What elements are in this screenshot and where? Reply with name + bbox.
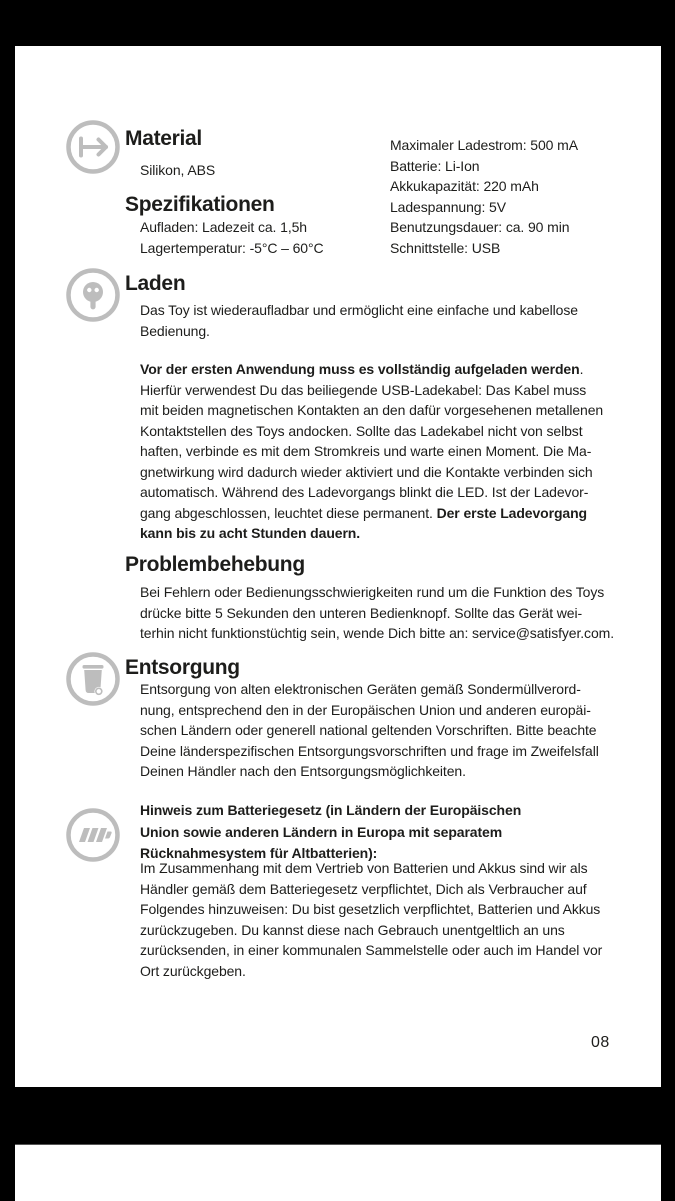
batteriegesetz-text: Im Zusammenhang mit dem Vertrieb von Batterien und Akkus sind wir als Händler gemäß dem Batteriegesetz verpflichtet, Dich als Verbraucher auf Folgendes hinzuweisen: Du bist gesetzlich verpflichtet, Batterien und Akkus zurückzugeben. Du kannst diese nach Gebrauch unentgeltlich an uns zurücksenden, in einer kommunalen Sammelstelle oder auch im Handel vor Ort zurückgeben.: [140, 860, 603, 979]
spezifikationen-heading: Spezifikationen: [125, 193, 275, 216]
entsorgung-text: Entsorgung von alten elektronischen Geräten gemäß Sondermüllverord- nung, entsprechend den in der Europäischen Union und anderen europäi- schen Ländern oder generell national geltenden Vorschriften. Bitte beachte Deine länderspezifischen Entsorgungsvorschriften und frage im Zweifelsfall Deinen Händler nach den Entsorgungsmöglichkeiten.: [140, 681, 599, 779]
trash-bin-icon: [65, 651, 121, 707]
entsorgung-heading: Entsorgung: [125, 656, 240, 679]
next-page-edge: [15, 1144, 661, 1201]
tech-specs-list: Maximaler Ladestrom: 500 mA Batterie: Li-Ion Akkukapazität: 220 mAh Ladespannung: 5V Benutzungsdauer: ca. 90 min Schnittstelle: USB: [390, 137, 578, 256]
laden-heading: Laden: [125, 272, 186, 295]
laden-paragraph-1: Das Toy ist wiederaufladbar und ermöglicht eine einfache und kabellose Bedienung.: [140, 302, 578, 339]
spezifikationen-text: Aufladen: Ladezeit ca. 1,5h Lagertemperatur: -5°C – 60°C: [140, 219, 324, 256]
problembehebung-heading: Problembehebung: [125, 553, 305, 576]
laden-paragraph-2: Vor der ersten Anwendung muss es vollständig aufgeladen werden. Hierfür verwendest Du das beiliegende USB-Ladekabel: Das Kabel muss mit beiden magnetischen Kontakten an den dafür vorgesehenen metallenen Kontaktstellen des Toys andocken. Sollte das Ladekabel nicht von selbst haften, verbinde es mit dem Stromkreis und warte einen Moment. Die Ma- gnetwirkung wird dadurch wieder aktiviert und die Kontakte verbinden sich automatisch. Während des Ladevorgangs blinkt die LED. Ist der Ladevor- gang abgeschlossen, leuchtet diese permanent. Der erste Ladevorgang kann bis zu acht Stunden dauern.: [140, 361, 604, 541]
manual-page: [15, 46, 661, 1087]
material-text: Silikon, ABS: [140, 162, 216, 178]
dimension-arrow-icon: [65, 119, 121, 175]
page-number: 08: [591, 1034, 610, 1051]
batteriegesetz-heading: Hinweis zum Batteriegesetz (in Ländern der Europäischen Union sowie anderen Ländern in Europa mit separatem Rücknahmesystem für Altbatterien):: [140, 802, 522, 862]
problembehebung-text: Bei Fehlern oder Bedienungsschwierigkeiten rund um die Funktion des Toys drücke bitte 5 Sekunden den unteren Bedienknopf. Sollte das Gerät wei- terhin nicht funktionstüchtig sein, wende Dich bitte an: service@satisfyer.com.: [140, 584, 614, 641]
material-heading: Material: [125, 127, 202, 150]
battery-icon: [65, 807, 121, 863]
power-plug-icon: [65, 267, 121, 323]
